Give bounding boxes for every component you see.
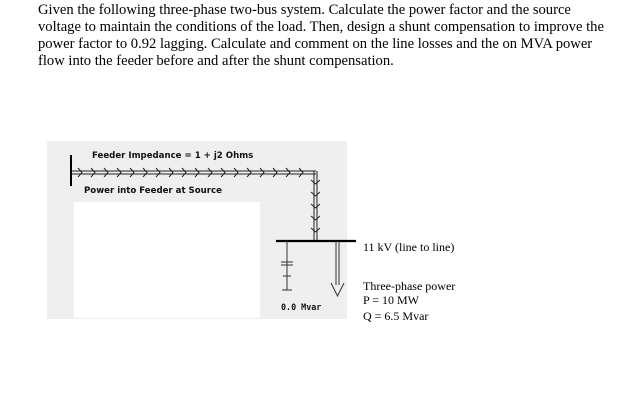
feeder-flow-arrow [195, 168, 199, 177]
feeder-flow-arrow [208, 168, 212, 177]
feeder-flow-arrow [143, 168, 147, 177]
feeder-flow-arrow [130, 168, 134, 177]
load-title: Three-phase power [363, 279, 456, 293]
feeder-flow-arrow [78, 168, 82, 177]
riser-flow-arrow [311, 180, 320, 184]
capacitor-mvar-label: 0.0 Mvar [281, 302, 322, 312]
feeder-flow-arrow [169, 168, 173, 177]
problem-statement: Given the following three-phase two-bus system. Calculate the power factor and the source voltage to maintain the conditions of the load. Then, design a shunt compensation to improve the power factor to 0.92 lagging. Calculate and comment on the line losses and the on MVA power flow into the feeder before and after the shunt compensation. [38, 2, 604, 69]
load-q-label: Q = 6.5 Mvar [363, 309, 429, 323]
load-branch [331, 241, 344, 296]
feeder-line [71, 168, 316, 177]
feeder-flow-arrow [247, 168, 251, 177]
feeder-flow-arrow [91, 168, 95, 177]
feeder-flow-arrow [117, 168, 121, 177]
feeder-flow-arrow [104, 168, 108, 177]
riser-line [311, 171, 320, 241]
feeder-flow-arrow [182, 168, 186, 177]
shunt-capacitor [281, 241, 293, 290]
feeder-impedance-label: Feeder Impedance = 1 + j2 Ohms [92, 151, 254, 161]
feeder-flow-arrow [234, 168, 238, 177]
riser-flow-arrow [311, 204, 320, 208]
feeder-flow-arrow [286, 168, 290, 177]
feeder-flow-arrow [156, 168, 160, 177]
feeder-flow-arrow [221, 168, 225, 177]
bus-voltage-label: 11 kV (line to line) [363, 240, 455, 254]
riser-flow-arrow [311, 228, 320, 232]
riser-flow-arrow [311, 216, 320, 220]
riser-flow-arrow [311, 192, 320, 196]
feeder-flow-arrow [260, 168, 264, 177]
power-into-feeder-label: Power into Feeder at Source [84, 186, 222, 196]
feeder-flow-arrow [273, 168, 277, 177]
load-p-label: P = 10 MW [363, 293, 419, 307]
feeder-flow-arrow [299, 168, 303, 177]
